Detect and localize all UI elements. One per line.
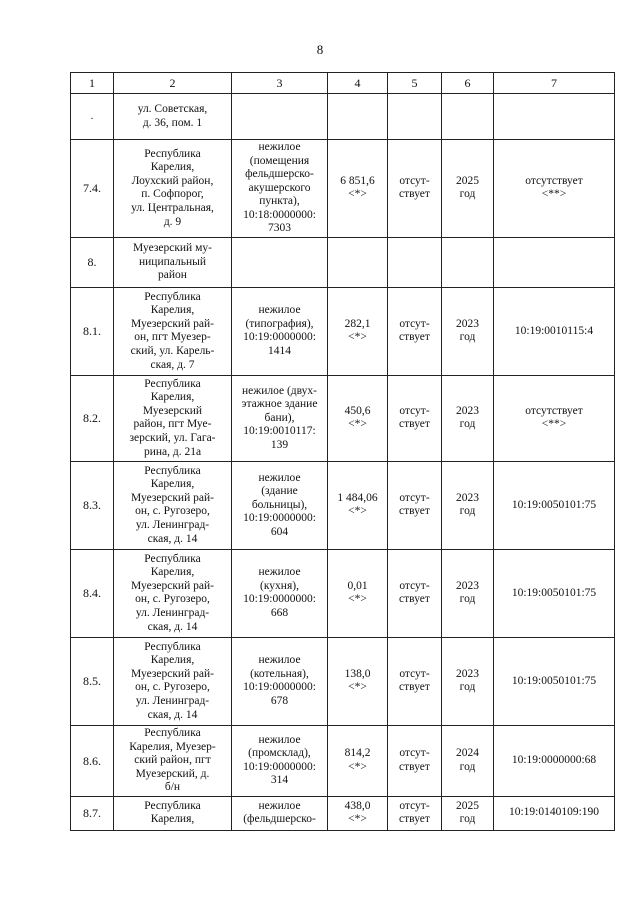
encumbrance-cell: отсут- ствует [388,461,442,549]
row-number: 8.3. [71,461,114,549]
encumbrance-cell: отсут- ствует [388,637,442,725]
year-cell: 2023 год [442,461,494,549]
table-row [71,375,615,461]
object-description-cell: нежилое (типография), 10:19:0000000: 1414 [232,287,328,375]
encumbrance-cell: отсут- ствует [388,287,442,375]
year-cell [442,237,494,287]
address-cell: Республика Карелия, Муезерский рай- он, с. Ругозеро, ул. Ленинград- ская, д. 14 [114,549,232,637]
object-description-cell: нежилое (здание больницы), 10:19:0000000: 604 [232,461,328,549]
year-cell: 2024 год [442,725,494,796]
address-cell: Муезерский му- ниципальный район [114,237,232,287]
land-cadastral-number-cell [494,237,615,287]
column-number-5: 5 [388,73,442,94]
land-cadastral-number-cell: 10:19:0010115:4 [494,287,615,375]
object-description-cell: нежилое (двух- этажное здание бани), 10:19:0010117: 139 [232,375,328,461]
empty-cell [232,94,328,140]
address-cell: Республика Карелия, Муезерский рай- он, с. Ругозеро, ул. Ленинград- ская, д. 14 [114,637,232,725]
object-description-cell: нежилое (промсклад), 10:19:0000000: 314 [232,725,328,796]
land-cadastral-number-cell: 10:19:0050101:75 [494,637,615,725]
empty-cell [328,94,388,140]
address-cell: Республика Карелия, Муезер- ский район, пгт Муезерский, д. б/н [114,725,232,796]
area-cell: 814,2 <*> [328,725,388,796]
row-number: 8.7. [71,796,114,830]
encumbrance-cell: отсут- ствует [388,549,442,637]
continuation-row [71,94,615,140]
table-row [71,287,615,375]
column-number-7: 7 [494,73,615,94]
header-row [71,73,615,94]
area-cell: 1 484,06 <*> [328,461,388,549]
encumbrance-cell: отсут- ствует [388,140,442,238]
land-cadastral-number-cell: 10:19:0000000:68 [494,725,615,796]
row-number: 7.4. [71,140,114,238]
continuation-mark: . [71,94,114,140]
area-cell: 0,01 <*> [328,549,388,637]
empty-cell [442,94,494,140]
object-description-cell: нежилое (кухня), 10:19:0000000: 668 [232,549,328,637]
table-body [71,94,615,831]
column-number-4: 4 [328,73,388,94]
encumbrance-cell: отсут- ствует [388,725,442,796]
area-cell: 438,0 <*> [328,796,388,830]
column-number-3: 3 [232,73,328,94]
address-cell: Республика Карелия, Муезерский рай- он, с. Ругозеро, ул. Ленинград- ская, д. 14 [114,461,232,549]
empty-cell [388,94,442,140]
area-cell [328,237,388,287]
year-cell: 2023 год [442,287,494,375]
table-row [71,237,615,287]
column-number-6: 6 [442,73,494,94]
land-cadastral-number-cell: 10:19:0050101:75 [494,549,615,637]
property-table [70,72,615,831]
year-cell: 2025 год [442,796,494,830]
encumbrance-cell: отсут- ствует [388,375,442,461]
empty-cell [494,94,615,140]
year-cell: 2023 год [442,549,494,637]
address-cell: Республика Карелия, Лоухский район, п. Софпорог, ул. Центральная, д. 9 [114,140,232,238]
object-description-cell: нежилое (помещения фельдшерско- акушерского пункта), 10:18:0000000: 7303 [232,140,328,238]
encumbrance-cell [388,237,442,287]
page-number: 8 [316,42,324,57]
land-cadastral-number-cell: 10:19:0140109:190 [494,796,615,830]
table-row [71,796,615,830]
row-number: 8. [71,237,114,287]
table-row [71,461,615,549]
area-cell: 282,1 <*> [328,287,388,375]
table-row [71,140,615,238]
address-cell: Республика Карелия, [114,796,232,830]
area-cell: 6 851,6 <*> [328,140,388,238]
area-cell: 138,0 <*> [328,637,388,725]
row-number: 8.5. [71,637,114,725]
object-description-cell [232,237,328,287]
year-cell: 2025 год [442,140,494,238]
continuation-address: ул. Советская, д. 36, пом. 1 [114,94,232,140]
land-cadastral-number-cell: отсутствует <**> [494,140,615,238]
address-cell: Республика Карелия, Муезерский район, пгт Муе- зерский, ул. Гага- рина, д. 21а [114,375,232,461]
row-number: 8.6. [71,725,114,796]
object-description-cell: нежилое (котельная), 10:19:0000000: 678 [232,637,328,725]
column-number-2: 2 [114,73,232,94]
column-number-1: 1 [71,73,114,94]
encumbrance-cell: отсут- ствует [388,796,442,830]
object-description-cell: нежилое (фельдшерско- [232,796,328,830]
row-number: 8.2. [71,375,114,461]
table-row [71,725,615,796]
row-number: 8.1. [71,287,114,375]
table-row [71,549,615,637]
land-cadastral-number-cell: 10:19:0050101:75 [494,461,615,549]
table-row [71,637,615,725]
address-cell: Республика Карелия, Муезерский рай- он, пгт Муезер- ский, ул. Карель- ская, д. 7 [114,287,232,375]
year-cell: 2023 год [442,375,494,461]
row-number: 8.4. [71,549,114,637]
area-cell: 450,6 <*> [328,375,388,461]
land-cadastral-number-cell: отсутствует <**> [494,375,615,461]
year-cell: 2023 год [442,637,494,725]
